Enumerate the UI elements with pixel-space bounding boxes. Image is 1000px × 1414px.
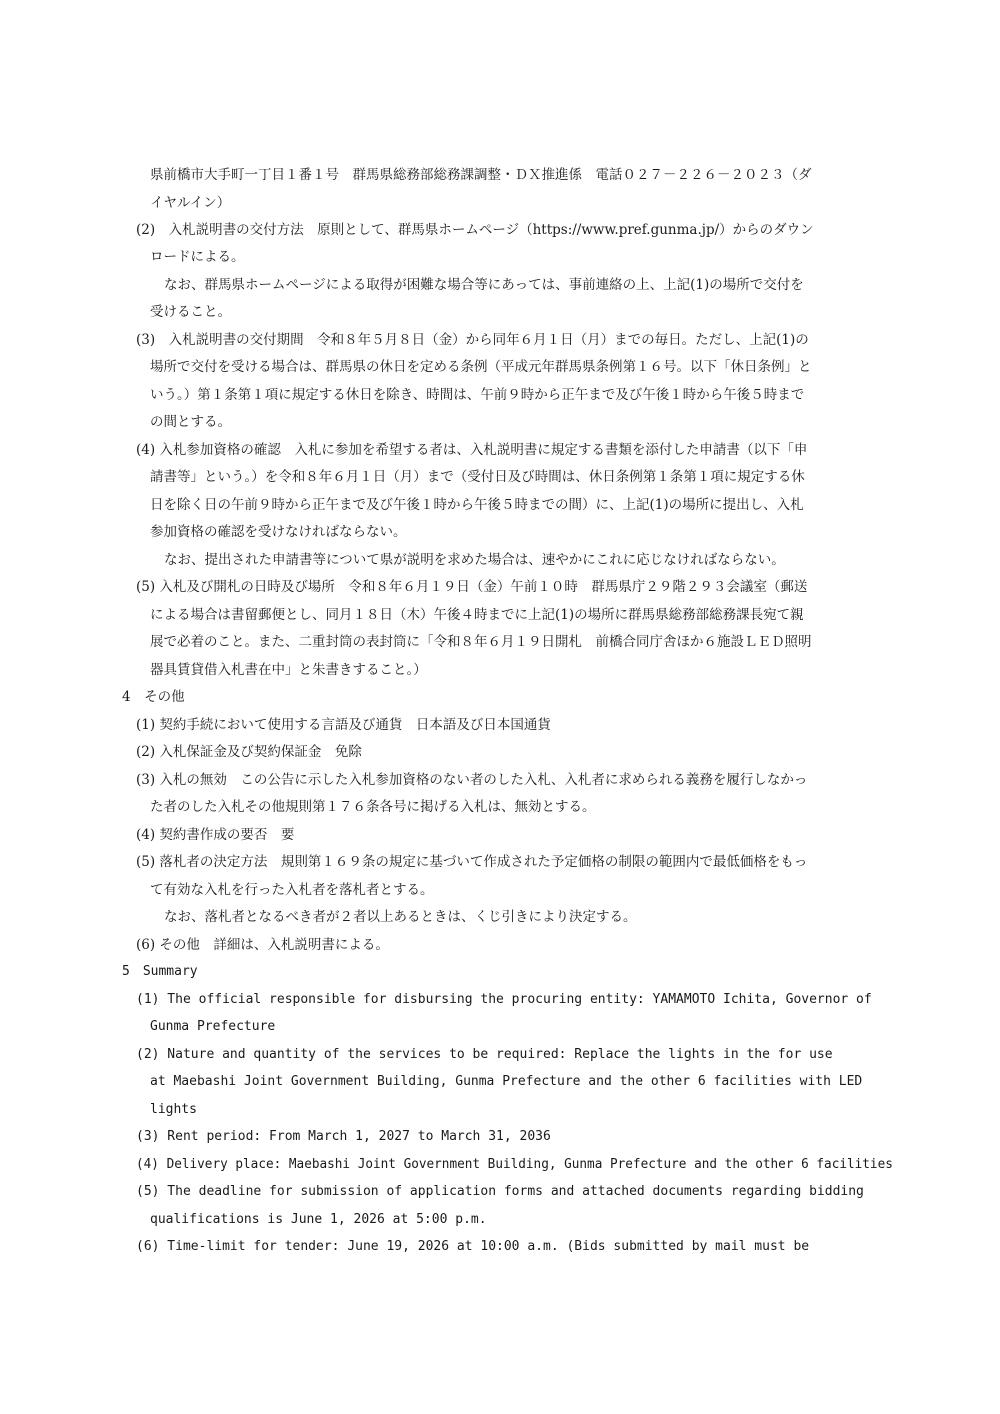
list-item-heading: (5) 落札者の決定方法 規則第１６９条の規定に基づいて作成された予定価格の制限の範囲内で最低価格をもっ <box>136 854 808 870</box>
text-line: 日を除く日の午前９時から正午まで及び午後１時から午後５時までの間）に、上記(1)の場所に提出し、入札 <box>150 497 804 513</box>
text-line: イヤルイン） <box>150 195 231 211</box>
text-line: なお、落札者となるべき者が２者以上あるときは、くじ引きにより決定する。 <box>164 909 637 925</box>
text-line: 展で必着のこと。また、二重封筒の表封筒に「令和８年６月１９日開札 前橋合同庁舎ほか６施設ＬＥＤ照明 <box>150 634 812 650</box>
text-line: lights <box>150 1102 197 1117</box>
text-line: 受けること。 <box>150 304 231 320</box>
text-line: 器具賃貸借入札書在中」と朱書きすること。） <box>150 662 427 678</box>
text-line: 場所で交付を受ける場合は、群馬県の休日を定める条例（平成元年群馬県条例第１６号。以下「休日条例」と <box>150 359 812 375</box>
list-item-heading: (6) その他 詳細は、入札説明書による。 <box>136 937 389 953</box>
text-line: qualifications is June 1, 2026 at 5:00 p.m. <box>150 1212 487 1227</box>
list-item-heading: (3) 入札説明書の交付期間 令和８年５月８日（金）から同年６月１日（月）までの毎日。ただし、上記(1)の <box>136 332 809 348</box>
list-item-heading: (2) 入札保証金及び契約保証金 免除 <box>136 744 362 760</box>
text-line: の間とする。 <box>150 414 231 430</box>
list-item-heading: (2) 入札説明書の交付方法 原則として、群馬県ホームページ（https://www.pref.gunma.jp/）からのダウン <box>136 222 814 238</box>
list-item-heading: (5) The deadline for submission of application forms and attached documents regarding bidding <box>136 1184 864 1199</box>
list-item-heading: (3) 入札の無効 この公告に示した入札参加資格のない者のした入札、入札者に求められる義務を履行しなかっ <box>136 772 808 788</box>
text-line: いう。）第１条第１項に規定する休日を除き、時間は、午前９時から正午まで及び午後１時から午後５時まで <box>150 387 805 403</box>
section-heading: 5 Summary <box>122 964 198 979</box>
text-line: なお、提出された申請書等について県が説明を求めた場合は、速やかにこれに応じなければならない。 <box>164 552 785 568</box>
list-item-heading: (5) 入札及び開札の日時及び場所 令和８年６月１９日（金）午前１０時 群馬県庁２９階２９３会議室（郵送 <box>136 579 808 595</box>
text-line: 参加資格の確認を受けなければならない。 <box>150 524 407 540</box>
list-item-heading: (1) 契約手続において使用する言語及び通貨 日本語及び日本国通貨 <box>136 717 551 733</box>
list-item-heading: (2) Nature and quantity of the services to be required: Replace the lights in the for use <box>136 1047 833 1062</box>
text-line: Gunma Prefecture <box>150 1019 276 1034</box>
text-line: 請書等」という。）を令和８年６月１日（月）まで（受付日及び時間は、休日条例第１条第１項に規定する休 <box>150 469 805 485</box>
list-item-heading: (6) Time-limit for tender: June 19, 2026 at 10:00 a.m. (Bids submitted by mail must be <box>136 1239 810 1254</box>
text-line: at Maebashi Joint Government Building, Gunma Prefecture and the other 6 facilities with LED <box>150 1074 863 1089</box>
list-item-heading: (3) Rent period: From March 1, 2027 to March 31, 2036 <box>136 1129 551 1144</box>
list-item-heading: (4) Delivery place: Maebashi Joint Government Building, Gunma Prefecture and the other 6 facilities <box>136 1157 893 1172</box>
section-heading: 4 その他 <box>122 689 185 705</box>
list-item-heading: (4) 契約書作成の要否 要 <box>136 827 295 843</box>
list-item-heading: (4) 入札参加資格の確認 入札に参加を希望する者は、入札説明書に規定する書類を添付した申請書（以下「申 <box>136 442 808 458</box>
text-line: た者のした入札その他規則第１７６条各号に掲げる入札は、無効とする。 <box>150 799 596 815</box>
text-line: ロードによる。 <box>150 249 245 265</box>
list-item-heading: (1) The official responsible for disbursing the procuring entity: YAMAMOTO Ichita, Governor of <box>136 992 872 1007</box>
text-line: による場合は書留郵便とし、同月１８日（木）午後４時までに上記(1)の場所に群馬県総務部総務課長宛て親 <box>150 607 804 623</box>
text-line: 県前橋市大手町一丁目１番１号 群馬県総務部総務課調整・ＤＸ推進係 電話０２７－２２６－２０２３（ダ <box>150 167 812 183</box>
text-line: なお、群馬県ホームページによる取得が困難な場合等にあっては、事前連絡の上、上記(1)の場所で交付を <box>164 277 804 293</box>
text-line: て有効な入札を行った入札者を落札者とする。 <box>150 882 434 898</box>
